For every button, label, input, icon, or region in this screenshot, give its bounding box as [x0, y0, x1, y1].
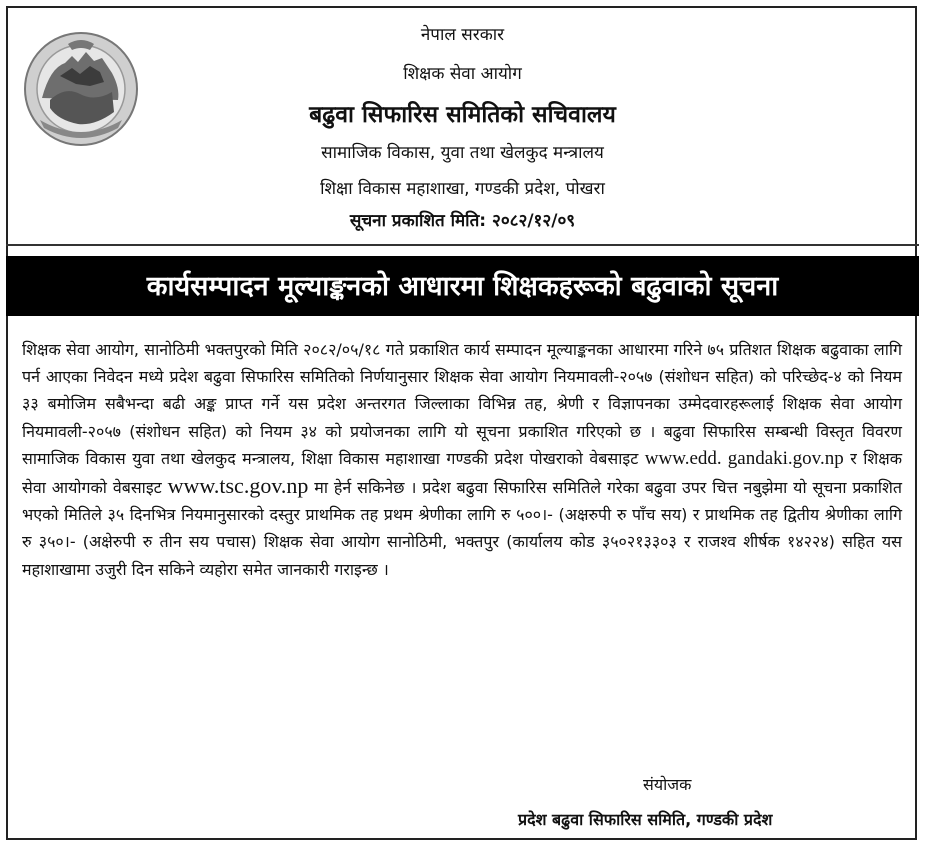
- nepal-government-emblem: [20, 28, 142, 150]
- header-divider: [6, 244, 919, 246]
- notice-banner-title: कार्यसम्पादन मूल्याङ्कनको आधारमा शिक्षकहरूको बढुवाको सूचना: [146, 271, 779, 302]
- header-commission: शिक्षक सेवा आयोग: [403, 64, 522, 84]
- signature-role: संयोजक: [643, 775, 692, 794]
- header-title: बढुवा सिफारिस समितिको सचिवालय: [309, 102, 616, 128]
- header-government: नेपाल सरकार: [420, 25, 505, 45]
- notice-body: [22, 336, 902, 583]
- header-publication-date: सूचना प्रकाशित मिति: २०८२/१२/०९: [349, 211, 576, 231]
- signature-committee: प्रदेश बढुवा सिफारिस समिति, गण्डकी प्रदेश: [518, 810, 773, 829]
- tsc-website-link[interactable]: www.tsc.gov.np: [167, 473, 309, 499]
- header-ministry: सामाजिक विकास, युवा तथा खेलकुद मन्त्रालय: [321, 143, 604, 163]
- notice-body-part2: र शिक्षक सेवा आयोगको वेबसाइट: [22, 448, 902, 498]
- notice-body-part1: शिक्षक सेवा आयोग, सानोठिमी भक्तपुरको मिति २०८२/०५/१८ गते प्रकाशित कार्य सम्पादन मूल्याङ्कनका आधारमा गरिने ७५ प्रतिशत शिक्षक बढुवाका लागि पर्न आएका निवेदन मध्ये प्रदेश बढुवा सिफारिस समितिको निर्णयानुसार शिक्षक सेवा आयोग नियमावली-२०५७ (संशोधन सहित) को परिच्छेद-४ को नियम ३३ बमोजिम सबैभन्दा बढी अङ्क प्राप्त गर्ने यस प्रदेश अन्तरगत जिल्लाका विभिन्न तह, श्रेणी र विज्ञापनका उम्मेदवारहरूलाई शिक्षक सेवा आयोग नियमावली-२०५७ (संशोधन सहित) को नियम ३४ को प्रयोजनका लागि यो सूचना प्रकाशित गरिएको छ । बढुवा सिफारिस सम्बन्धी विस्तृत विवरण सामाजिक विकास युवा तथा खेलकुद मन्त्रालय, शिक्षा विकास महाशाखा गण्डकी प्रदेश पोखराको वेबसाइट: [22, 340, 902, 468]
- edd-website-link[interactable]: www.edd. gandaki.gov.np: [644, 447, 844, 469]
- notice-banner: [6, 256, 919, 316]
- header-division: शिक्षा विकास महाशाखा, गण्डकी प्रदेश, पोखरा: [320, 179, 605, 199]
- notice-body-part3: मा हेर्न सकिनेछ । प्रदेश बढुवा सिफारिस समितिले गरेका बढुवा उपर चित्त नबुझेमा यो सूचना प्रकाशित भएको मितिले ३५ दिनभित्र नियमानुसारको दस्तुर प्राथमिक तह प्रथम श्रेणीका लागि रु ५००।- (अक्षरुपी रु पाँच सय) र प्राथमिक तह द्वितीय श्रेणीका लागि रु ३५०।- (अक्षेरुपी रु तीन सय पचास) शिक्षक सेवा आयोग सानोठिमी, भक्तपुर (कार्यालय कोड ३५०२१३३०३ र राजश्व शीर्षक १४२२४) सहित यस महाशाखामा उजुरी दिन सकिने व्यहोरा समेत जानकारी गराइन्छ ।: [22, 478, 903, 579]
